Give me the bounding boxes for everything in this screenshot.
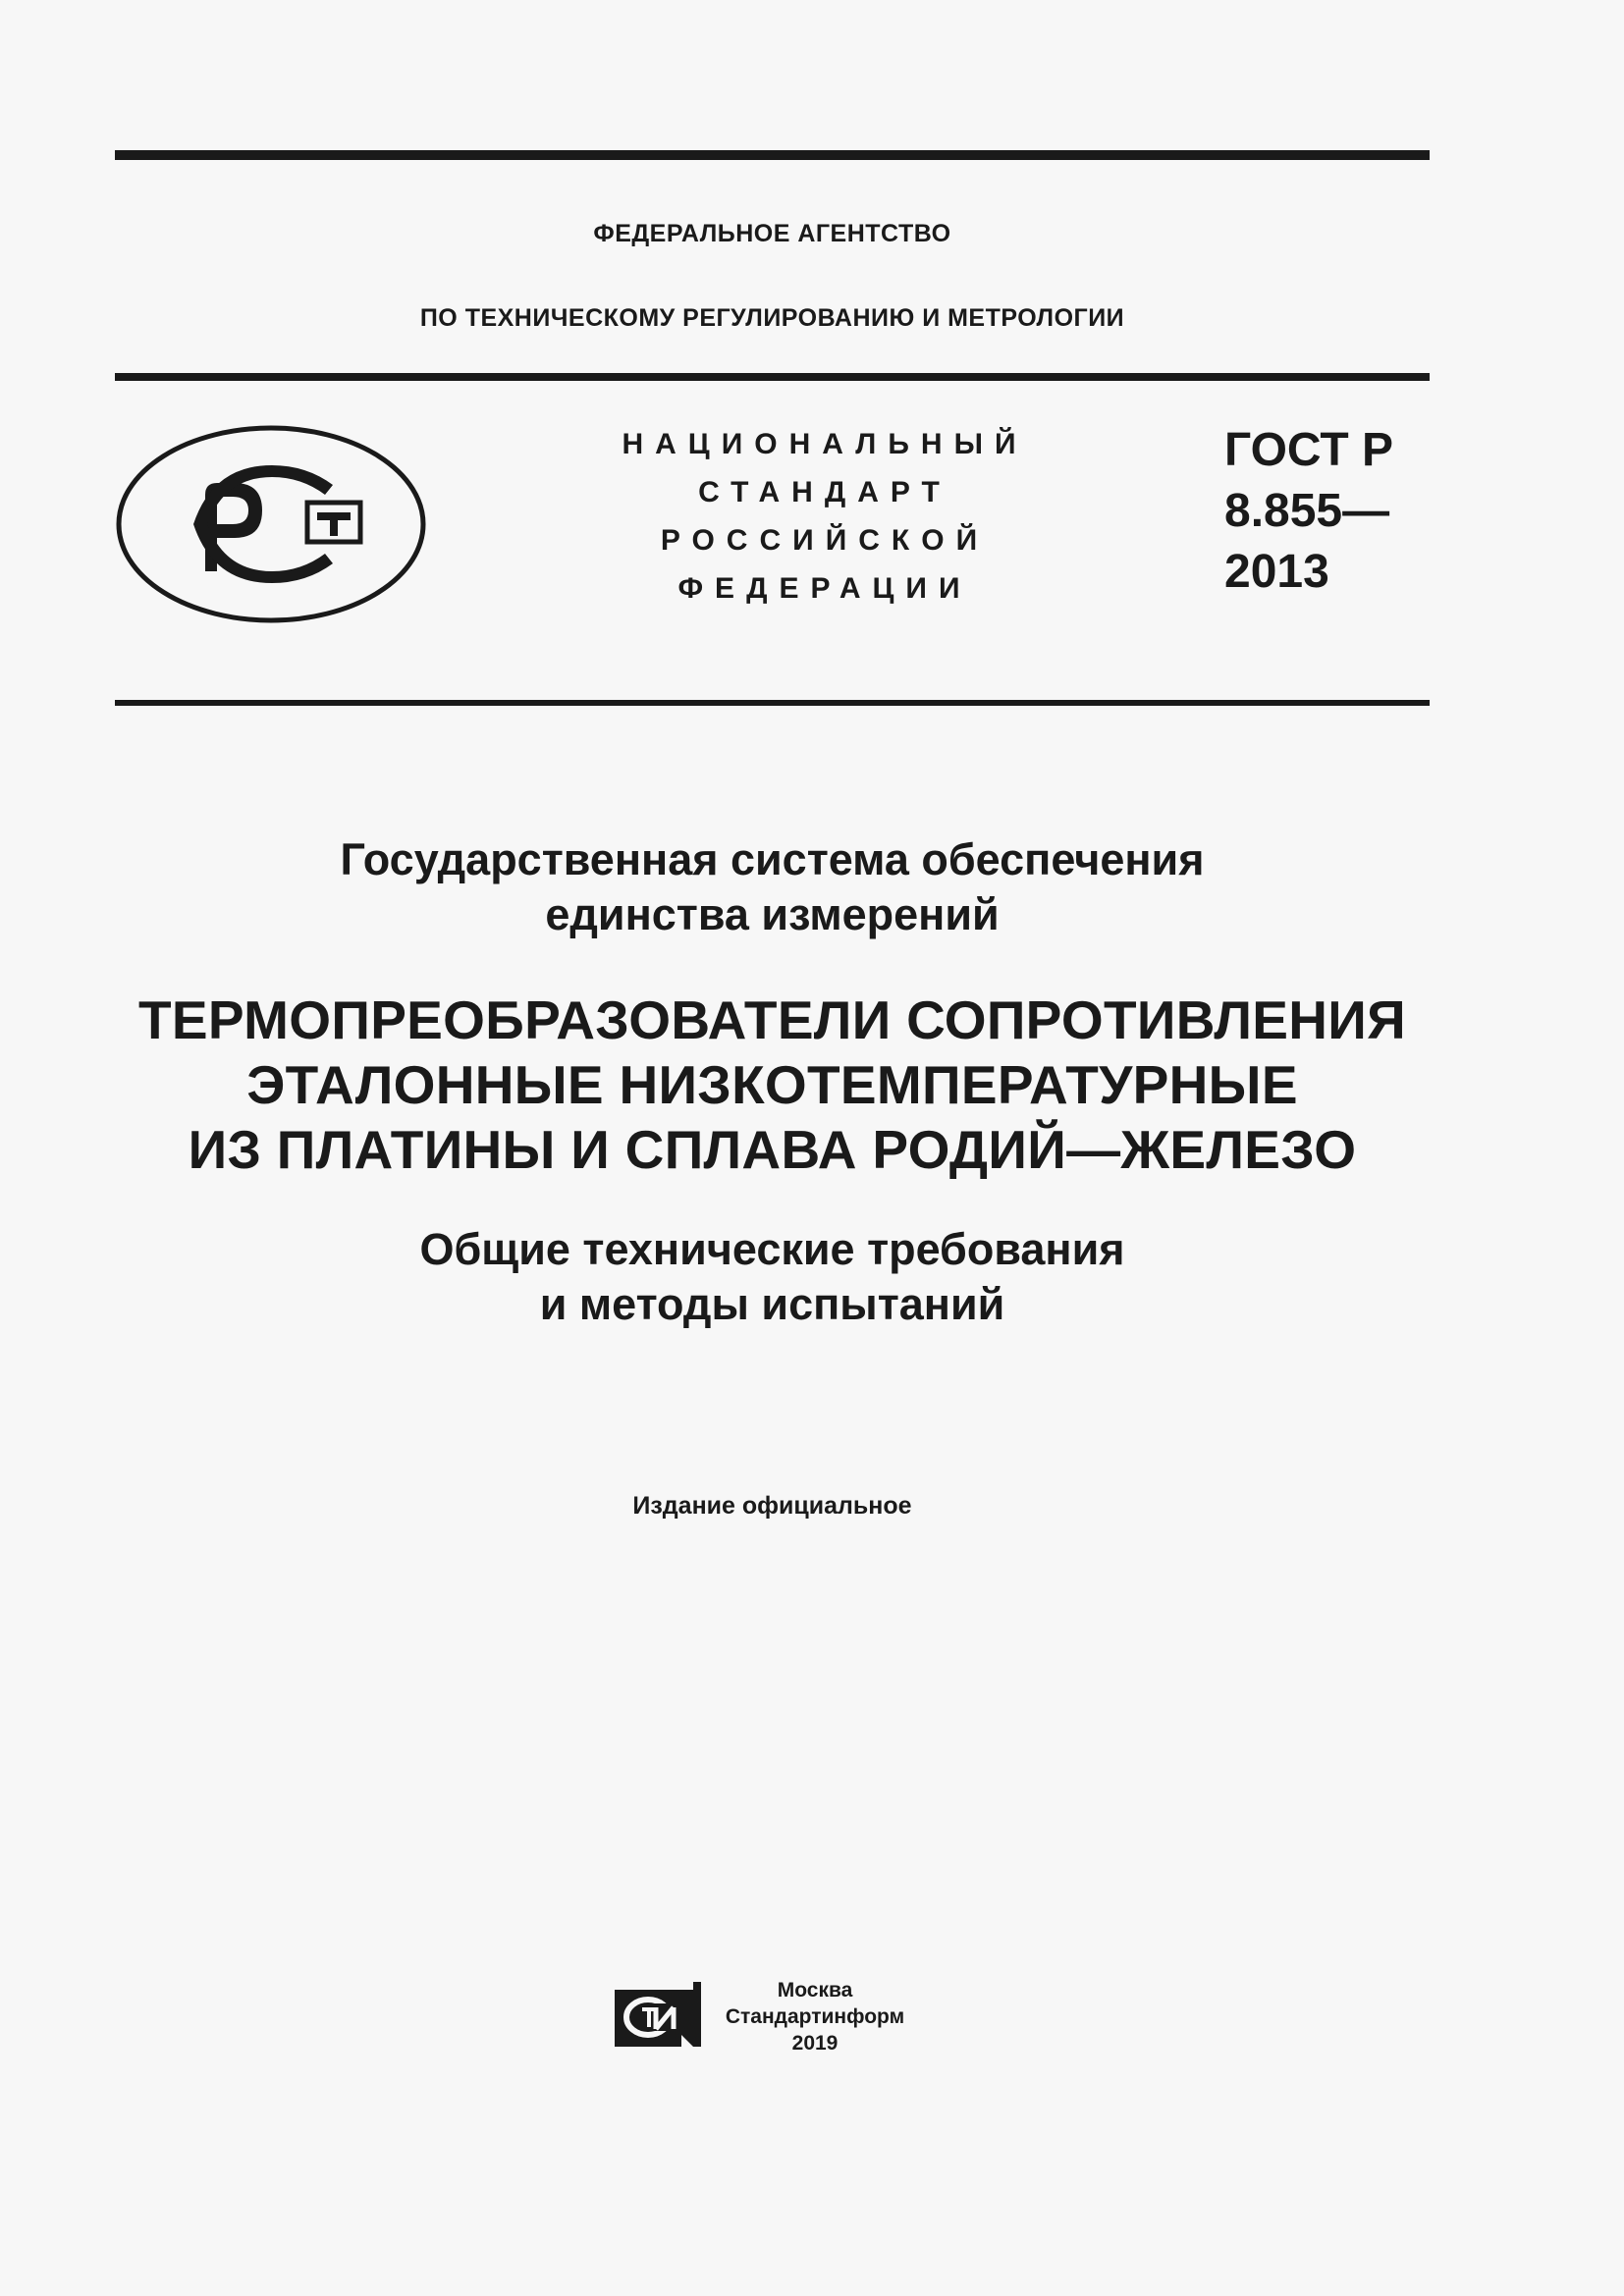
national-standard-line: НАЦИОНАЛЬНЫЙ — [622, 428, 1028, 460]
designation-line: 8.855— — [1224, 485, 1390, 537]
series-title-line: Государственная система обеспечения — [340, 834, 1205, 884]
main-title-line: ИЗ ПЛАТИНЫ И СПЛАВА РОДИЙ—ЖЕЛЕЗО — [188, 1119, 1357, 1180]
subtitle-line: и методы испытаний — [539, 1279, 1005, 1329]
national-standard-label — [579, 420, 1070, 613]
main-title-line: ТЕРМОПРЕОБРАЗОВАТЕЛИ СОПРОТИВЛЕНИЯ — [138, 989, 1406, 1050]
agency-name-line-1: ФЕДЕРАЛЬНОЕ АГЕНТСТВО — [593, 220, 951, 247]
main-title — [115, 988, 1430, 1182]
designation-line: 2013 — [1224, 546, 1329, 598]
publisher-city: Москва — [777, 1979, 853, 2002]
subtitle — [115, 1222, 1430, 1332]
series-title — [115, 832, 1430, 942]
national-standard-line: СТАНДАРТ — [698, 476, 951, 508]
publication-year: 2019 — [791, 2032, 839, 2055]
main-title-line: ЭТАЛОННЫЕ НИЗКОТЕМПЕРАТУРНЫЕ — [246, 1054, 1298, 1115]
national-standard-line: ФЕДЕРАЦИИ — [677, 572, 972, 605]
rst-mark-icon — [115, 424, 427, 624]
header-bottom-rule — [115, 700, 1430, 706]
subtitle-line: Общие технические требования — [419, 1224, 1125, 1274]
publisher-imprint — [717, 1977, 913, 2056]
header-rule — [115, 373, 1430, 381]
top-rule — [115, 150, 1430, 160]
agency-name-line-2: ПО ТЕХНИЧЕСКОМУ РЕГУЛИРОВАНИЮ И МЕТРОЛОГИИ — [419, 304, 1125, 332]
standard-designation — [1224, 420, 1393, 603]
edition-label: Издание официальное — [632, 1492, 912, 1520]
national-standard-line: РОССИЙСКОЙ — [660, 524, 990, 557]
designation-line: ГОСТ Р — [1224, 424, 1394, 476]
standartinform-logo-icon — [613, 1980, 703, 2051]
publisher-name: Стандартинформ — [725, 2005, 905, 2028]
series-title-line: единства измерений — [545, 889, 1000, 939]
